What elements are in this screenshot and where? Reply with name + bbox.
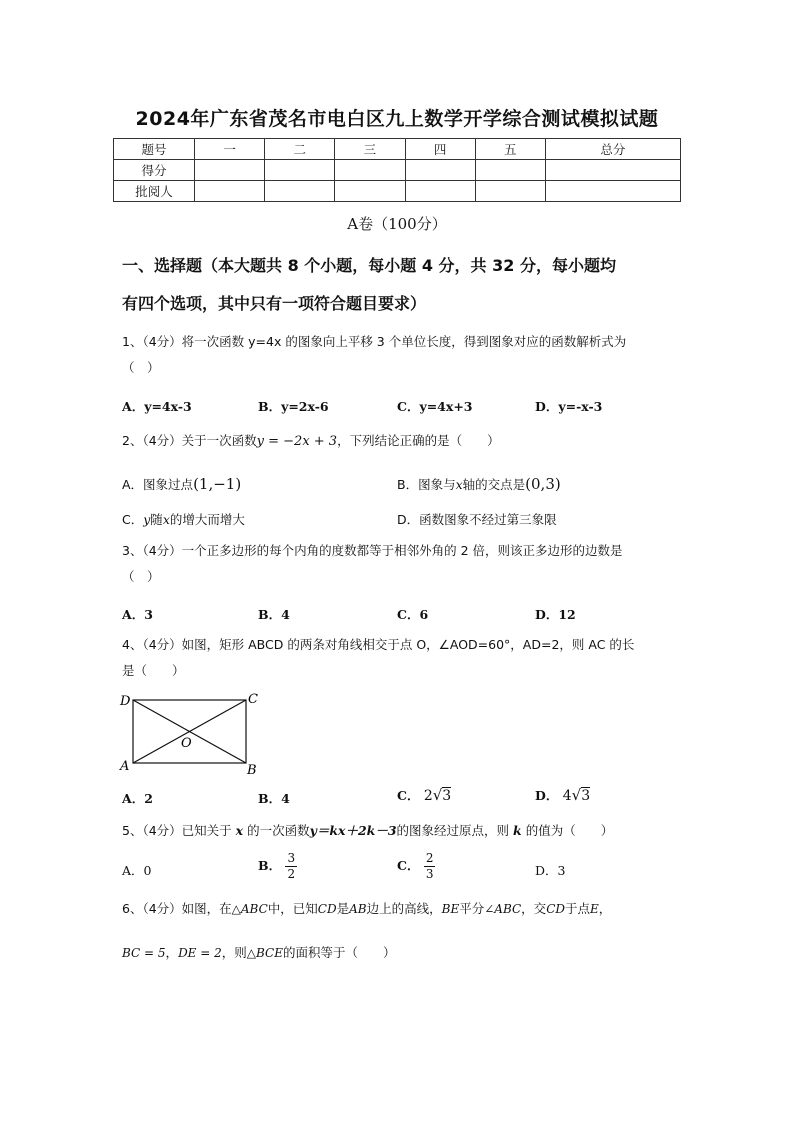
score-input-cell[interactable] (475, 160, 545, 181)
q6-math: E (590, 902, 599, 916)
q3-option-a[interactable]: A．3 (122, 607, 153, 622)
q5-option-c-label: C． (397, 858, 420, 873)
q4-option-c-radicand: 3 (442, 788, 452, 804)
q3-option-b[interactable]: B．4 (258, 607, 290, 622)
score-input-cell[interactable] (335, 160, 405, 181)
question-5 (122, 818, 682, 844)
score-input-cell[interactable] (335, 181, 405, 202)
q6-text: ，交 (521, 901, 547, 916)
question-3-line1: 3、（4分）一个正多边形的每个内角的度数都等于相邻外角的 2 倍，则该正多边形的边数是 (122, 543, 623, 558)
table-cell: 二 (265, 139, 335, 160)
q4-option-d-label: D． (535, 788, 559, 803)
question-6-line1 (122, 896, 702, 922)
q6-math: BE (441, 902, 460, 916)
part-heading-line1: 一、选择题（本大题共 8 个小题，每小题 4 分，共 32 分，每小题均 (122, 256, 616, 275)
score-input-cell[interactable] (265, 181, 335, 202)
q6-math: CD (546, 902, 565, 916)
q2-option-c-var1: y (143, 512, 151, 527)
q6-text: 边上的高线， (366, 901, 442, 916)
q4-option-c-label: C． (397, 788, 420, 803)
q5-formula: y＝kx＋2k－3 (309, 823, 397, 838)
score-input-cell[interactable] (475, 181, 545, 202)
q6-text: 6、（4分）如图，在 (122, 901, 232, 916)
q2-suffix: ，下列结论正确的是（ ） (337, 433, 500, 448)
score-input-cell[interactable] (405, 160, 475, 181)
score-input-cell[interactable] (545, 181, 680, 202)
q6-math: △BCE (246, 946, 283, 960)
q6-text: ， (165, 945, 179, 960)
question-4-line2: 是（ ） (122, 663, 185, 678)
question-3 (122, 538, 682, 590)
label-o: O (181, 736, 192, 751)
q2-option-c[interactable] (122, 507, 382, 533)
q5-suffix: 的图象经过原点，则 (396, 823, 510, 838)
q4-option-b[interactable]: B．4 (258, 791, 290, 806)
question-4 (122, 632, 682, 684)
q6-math: AB (349, 902, 367, 916)
q6-math: CD (317, 902, 337, 916)
q6-math: BC = 5 (122, 946, 166, 960)
table-cell: 总分 (545, 139, 680, 160)
q4-option-a[interactable]: A．2 (122, 791, 153, 806)
q3-option-c[interactable]: C．6 (397, 607, 429, 622)
q6-text: 于点 (565, 901, 591, 916)
q4-option-d-coef: 4 (562, 788, 572, 804)
q3-option-d[interactable]: D．12 (535, 607, 576, 622)
table-cell: 批阅人 (114, 181, 195, 202)
question-1-line2: （ ） (122, 360, 160, 375)
q6-math: ∠ABC (484, 902, 522, 916)
fraction-numerator: 2 (425, 851, 434, 865)
question-3-line2: （ ） (122, 569, 160, 584)
score-input-cell[interactable] (405, 181, 475, 202)
score-input-cell[interactable] (195, 160, 265, 181)
q5-k: k (513, 823, 522, 838)
q1-option-a[interactable]: A．y=4x-3 (122, 399, 192, 414)
table-row (114, 160, 681, 181)
q5-option-a[interactable]: A．0 (122, 863, 152, 878)
table-cell: 一 (195, 139, 265, 160)
q2-option-b-var: x (455, 477, 463, 492)
score-input-cell[interactable] (545, 160, 680, 181)
fraction-numerator: 3 (287, 851, 296, 865)
q2-option-b-text1: B．图象与 (397, 477, 456, 492)
q5-prefix: 5、（4分）已知关于 (122, 823, 232, 838)
q1-option-b[interactable]: B．y=2x-6 (258, 399, 329, 414)
q6-text: ，则 (221, 945, 247, 960)
q6-text: 平分 (459, 901, 485, 916)
sqrt-icon: √ (432, 786, 443, 804)
part-heading-line2: 有四个选项，其中只有一项符合题目要求） (122, 294, 427, 313)
question-6-line2 (122, 940, 702, 966)
q4-option-c[interactable] (397, 786, 451, 804)
q6-math: △ABC (231, 902, 268, 916)
label-c: C (248, 692, 258, 707)
q5-x: x (235, 823, 244, 838)
q5-option-b-fraction (285, 851, 297, 882)
score-input-cell[interactable] (195, 181, 265, 202)
section-heading: A卷（100分） (347, 215, 447, 233)
q2-option-b[interactable] (397, 471, 677, 498)
q2-option-b-math: (0,3) (525, 475, 561, 493)
question-2 (122, 428, 682, 455)
q6-text: 中，已知 (267, 901, 318, 916)
fraction-denominator: 3 (425, 867, 434, 881)
table-cell: 得分 (114, 160, 195, 181)
q5-option-c[interactable] (397, 851, 435, 882)
q2-option-c-text2: 随 (150, 512, 163, 527)
rectangle-figure (115, 688, 265, 780)
q5-option-c-fraction (424, 851, 436, 882)
fraction-denominator: 2 (287, 867, 296, 881)
table-cell: 三 (335, 139, 405, 160)
q1-option-d[interactable]: D．y=-x-3 (535, 399, 603, 414)
q2-option-a-math: (1,−1) (193, 475, 242, 493)
q2-option-d[interactable]: D．函数图象不经过第三象限 (397, 512, 557, 527)
q6-math: DE = 2 (178, 946, 222, 960)
q1-option-c[interactable]: C．y=4x+3 (397, 399, 473, 414)
q2-option-c-text3: 的增大而增大 (169, 512, 245, 527)
q2-option-a-text: A．图象过点 (122, 477, 194, 492)
q2-option-c-text1: C． (122, 512, 144, 527)
q2-option-a[interactable] (122, 471, 382, 498)
q5-mid: 的一次函数 (247, 823, 310, 838)
question-4-line1: 4、（4分）如图，矩形 ABCD 的两条对角线相交于点 O，∠AOD=60°，AD=2，则 AC 的长 (122, 637, 635, 652)
exam-title: 2024年广东省茂名市电白区九上数学开学综合测试模拟试题 (135, 108, 659, 130)
q2-prefix: 2、（4分）关于一次函数 (122, 433, 257, 448)
score-table (113, 138, 681, 202)
q5-option-d[interactable]: D．3 (535, 863, 566, 878)
label-a: A (120, 759, 130, 774)
table-cell: 五 (475, 139, 545, 160)
q2-option-c-var2: x (162, 512, 170, 527)
q4-option-d-radicand: 3 (581, 788, 591, 804)
q2-option-b-text2: 轴的交点是 (462, 477, 526, 492)
score-table-header (114, 139, 681, 160)
label-d: D (120, 694, 131, 709)
score-input-cell[interactable] (265, 160, 335, 181)
q5-option-b[interactable] (258, 851, 297, 882)
q6-text: 的面积等于（ ） (283, 945, 396, 960)
q4-option-d[interactable] (535, 786, 590, 804)
table-cell: 四 (405, 139, 475, 160)
q6-text: 是 (336, 901, 350, 916)
q5-end: 的值为（ ） (525, 823, 614, 838)
q4-option-c-coef: 2 (423, 788, 433, 804)
label-b: B (247, 763, 257, 778)
table-row (114, 181, 681, 202)
table-cell: 题号 (114, 139, 195, 160)
q2-formula: y = −2x + 3 (256, 434, 338, 449)
question-1-line1: 1、（4分）将一次函数 y=4x 的图象向上平移 3 个单位长度，得到图象对应的函数解析式为 (122, 334, 627, 349)
q5-option-b-label: B． (258, 858, 282, 873)
q6-text: ， (598, 901, 612, 916)
question-1 (122, 329, 682, 381)
sqrt-icon: √ (571, 786, 582, 804)
